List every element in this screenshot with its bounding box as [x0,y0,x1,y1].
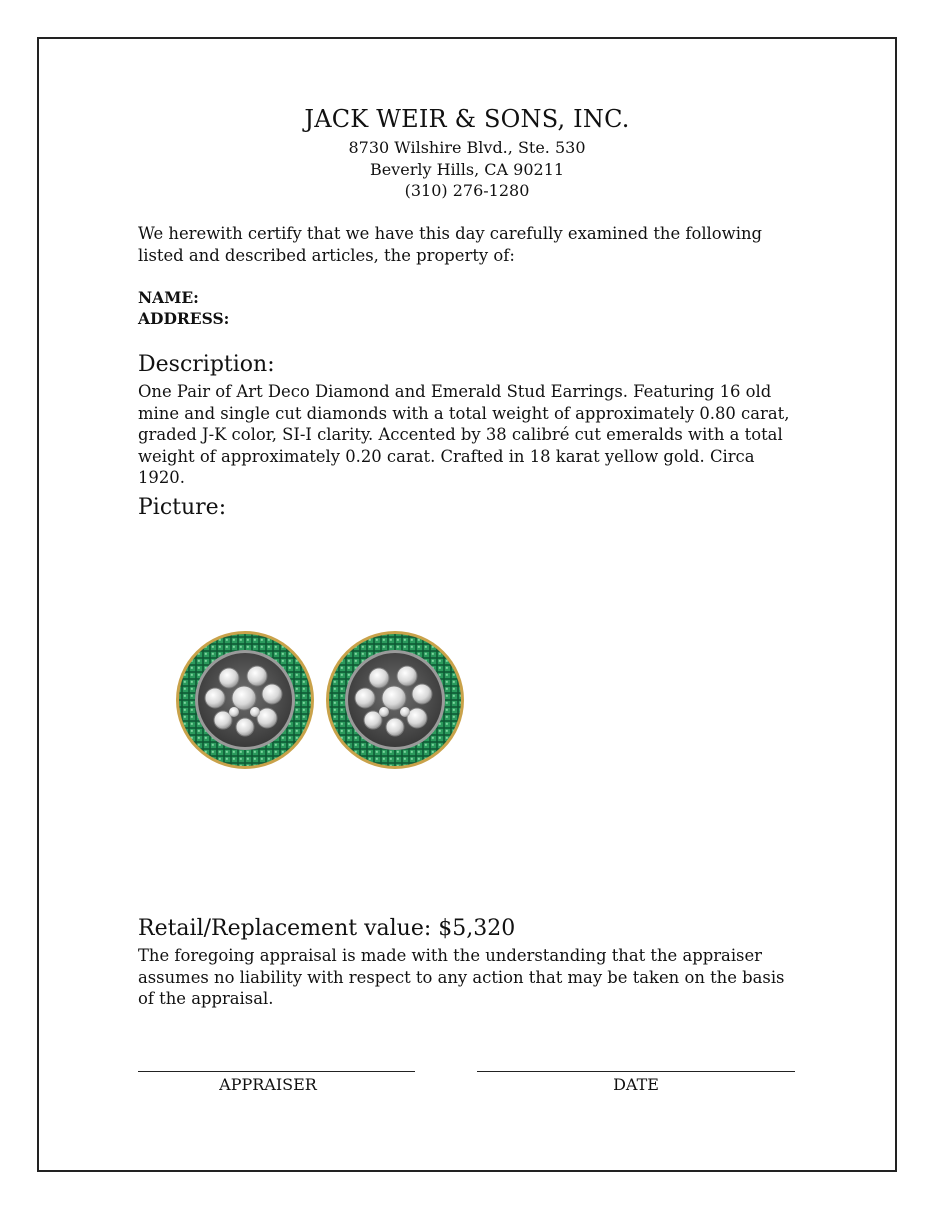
address-label: ADDRESS: [138,309,230,328]
name-label: NAME: [138,288,199,307]
right-earring [326,631,464,769]
company-phone: (310) 276-1280 [404,181,530,200]
date-signature-line [477,1071,795,1072]
certification-statement: We herewith certify that we have this day carefully examined the following listed and described articles, the property of: [138,224,762,265]
company-address-line1: 8730 Wilshire Blvd., Ste. 530 [348,138,586,157]
earrings-photo [160,615,480,785]
disclaimer-text: The foregoing appraisal is made with the understanding that the appraiser assumes no liability with respect to any action that may be taken on the basis of the appraisal. [138,946,785,1008]
company-address-line2: Beverly Hills, CA 90211 [369,160,565,179]
appraiser-signature-line [138,1071,415,1072]
left-earring [176,631,314,769]
date-label: DATE [613,1075,659,1094]
description-text: One Pair of Art Deco Diamond and Emerald Stud Earrings. Featuring 16 old mine and single cut diamonds with a total weight of approximately 0.80 carat, graded J-K color, SI-I clarity. Accented by 38 calibré cut emeralds with a total weight of approximately 0.20 carat. Crafted in 18 karat yellow gold. Circa 1920. [138,382,790,487]
company-name: JACK WEIR & SONS, INC. [304,105,630,133]
replacement-value: Retail/Replacement value: $5,320 [138,916,516,941]
picture-heading: Picture: [138,495,227,520]
description-heading: Description: [138,352,275,377]
appraiser-label: APPRAISER [219,1075,317,1094]
